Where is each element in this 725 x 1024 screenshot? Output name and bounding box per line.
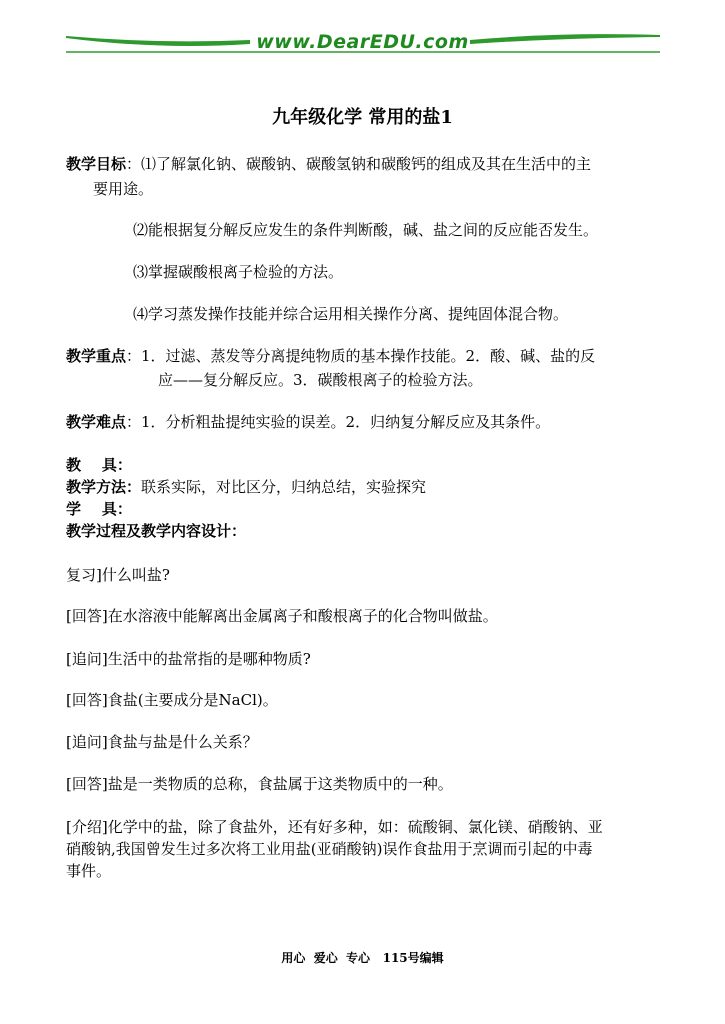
- site-header-banner: [0, 22, 725, 62]
- dialog-line: [回答]盐是一类物质的总称，食盐属于这类物质中的一种。: [66, 775, 453, 793]
- key-points-line2: 应——复分解反应。3．碳酸根离子的检验方法。: [158, 371, 483, 389]
- methods-line: [66, 476, 426, 498]
- intro-line2: 硝酸钠,我国曾发生过多次将工业用盐(亚硝酸钠)误作食盐用于烹调而引起的中毒: [66, 840, 593, 858]
- page-title: 九年级化学 常用的盐1: [272, 107, 453, 128]
- difficulties-text: ：1．分析粗盐提纯实验的误差。2．归纳复分解反应及其条件。: [126, 413, 551, 431]
- process-label: 教学过程及教学内容设计：: [66, 522, 247, 540]
- objectives-label: 教学目标: [66, 155, 127, 173]
- dialog-line: [回答]食盐(主要成分是NaCl)。: [66, 691, 278, 709]
- objectives-item-4: ⑷学习蒸发操作技能并综合运用相关操作分离、提纯固体混合物。: [133, 305, 569, 323]
- objectives-text-1: ：⑴了解氯化钠、碳酸钠、碳酸氢钠和碳酸钙的组成及其在生活中的主: [126, 155, 592, 173]
- site-name: www.DearEDU.com: [256, 31, 469, 53]
- intro-line3: 事件。: [66, 862, 112, 880]
- difficulties-line: [66, 411, 550, 433]
- key-points-label: 教学重点: [66, 347, 127, 365]
- page-footer: 用心 爱心 专心 115号编辑: [281, 951, 444, 965]
- student-tools-label: 学 具：: [66, 500, 132, 518]
- objectives-line2: 要用途。: [93, 180, 154, 198]
- methods-label: 教学方法：: [66, 478, 142, 496]
- tools-label: 教 具：: [66, 456, 132, 474]
- methods-text: 联系实际，对比区分，归纳总结，实验探究: [141, 478, 427, 496]
- intro-line1: [介绍]化学中的盐，除了食盐外，还有好多种，如：硫酸铜、氯化镁、硝酸钠、亚: [66, 818, 603, 836]
- key-points-line1: [66, 345, 595, 367]
- dialog-line: [追问]食盐与盐是什么关系？: [66, 733, 258, 751]
- objectives-item-3: ⑶掌握碳酸根离子检验的方法。: [133, 263, 344, 281]
- key-points-text-1: ：1．过滤、蒸发等分离提纯物质的基本操作技能。2．酸、碱、盐的反: [126, 347, 596, 365]
- dialog-line: 复习]什么叫盐?: [66, 566, 170, 584]
- difficulties-label: 教学难点: [66, 413, 127, 431]
- dialog-line: [回答]在水溶液中能解离出金属离子和酸根离子的化合物叫做盐。: [66, 607, 498, 625]
- dialog-line: [追问]生活中的盐常指的是哪种物质?: [66, 650, 311, 668]
- objectives-item-2: ⑵能根据复分解反应发生的条件判断酸，碱、盐之间的反应能否发生。: [133, 221, 599, 239]
- objectives-line1: [66, 153, 591, 175]
